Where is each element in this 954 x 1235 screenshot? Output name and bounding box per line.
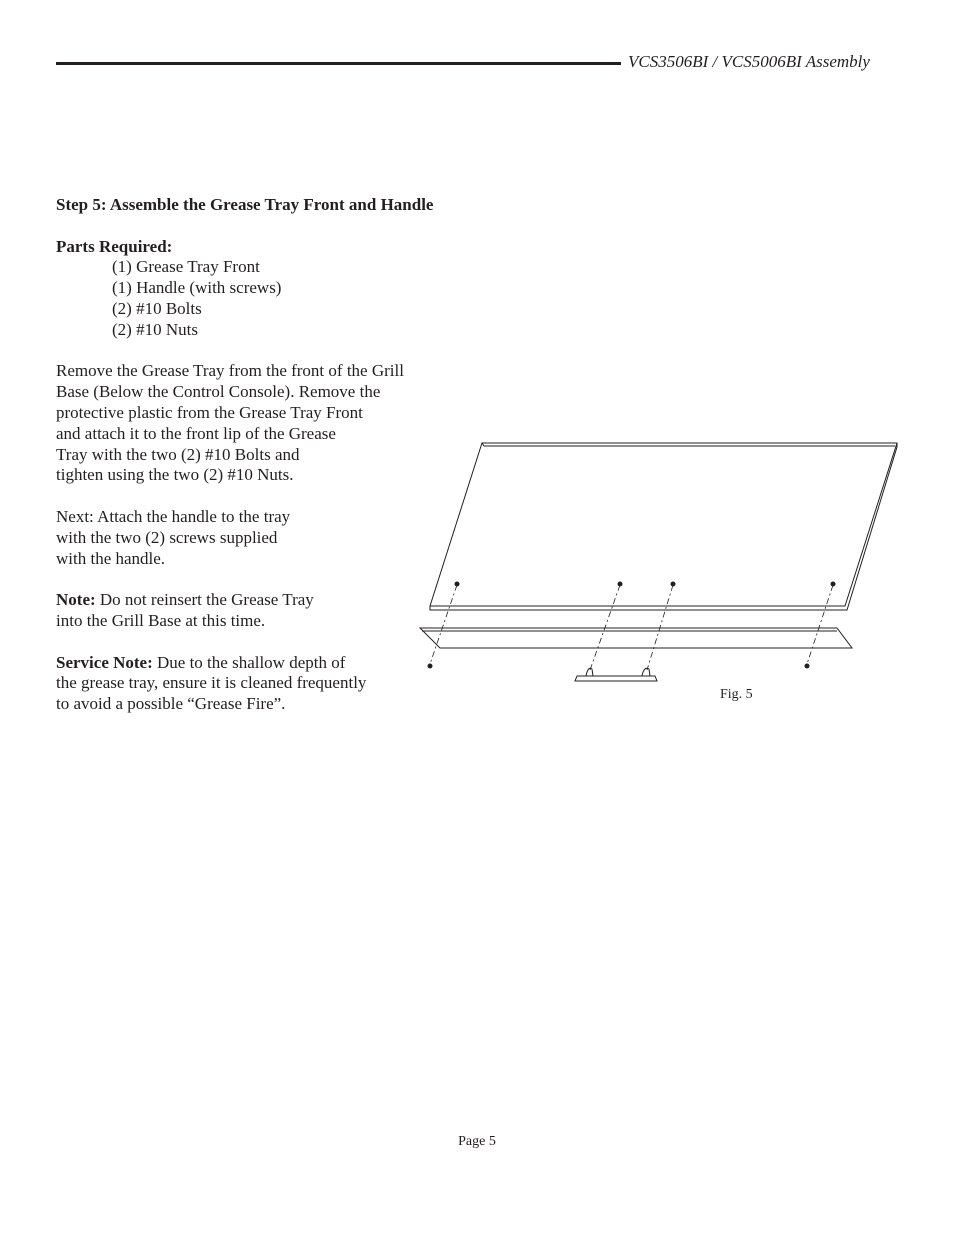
service-note-text: Due to the shallow depth of: [152, 652, 346, 672]
step-heading: Step 5: Assemble the Grease Tray Front and Handle: [56, 195, 434, 214]
parts-list-item: (1) Handle (with screws): [112, 278, 282, 298]
text-line: [56, 590, 456, 611]
text-line: the grease tray, ensure it is cleaned frequently: [56, 673, 367, 693]
parts-heading: Parts Required:: [56, 236, 173, 256]
nut-icons: [428, 664, 810, 669]
text-line: Next: Attach the handle to the tray: [56, 506, 291, 526]
text-line: Tray with the two (2) #10 Bolts and: [56, 444, 300, 464]
assembly-diagram: [410, 438, 902, 688]
parts-required-section: [56, 237, 456, 341]
header-rule: [56, 62, 621, 65]
parts-list-item: (1) Grease Tray Front: [112, 257, 260, 277]
text-line: into the Grill Base at this time.: [56, 610, 266, 630]
handle: [575, 668, 657, 681]
parts-list: [56, 257, 456, 340]
grease-tray-lip: [420, 628, 852, 648]
service-note-label: Service Note:: [56, 652, 153, 672]
note: [56, 590, 456, 632]
remove-instructions: [56, 361, 456, 486]
parts-list-item: (2) #10 Bolts: [112, 298, 202, 318]
bolt-icons: [455, 582, 836, 587]
text-line: with the handle.: [56, 548, 166, 568]
grease-tray-front: [430, 443, 897, 610]
handle-instructions: [56, 507, 456, 569]
note-label: Note:: [56, 590, 96, 610]
text-line: Remove the Grease Tray from the front of the Grill: [56, 361, 404, 381]
text-line: [56, 653, 456, 674]
parts-list-item: (2) #10 Nuts: [112, 319, 198, 339]
figure-caption: Fig. 5: [720, 687, 753, 702]
page-number: Page 5: [458, 1134, 496, 1149]
text-line: Base (Below the Control Console). Remove the: [56, 382, 381, 402]
service-note: [56, 653, 456, 715]
text-line: protective plastic from the Grease Tray Front: [56, 402, 363, 422]
text-line: with the two (2) screws supplied: [56, 527, 278, 547]
text-line: tighten using the two (2) #10 Nuts.: [56, 465, 294, 485]
note-text: Do not reinsert the Grease Tray: [95, 590, 314, 610]
document-title: VCS3506BI / VCS5006BI Assembly: [628, 52, 870, 71]
text-line: and attach it to the front lip of the Grease: [56, 423, 336, 443]
text-line: to avoid a possible “Grease Fire”.: [56, 694, 286, 714]
step-content: [56, 195, 456, 715]
